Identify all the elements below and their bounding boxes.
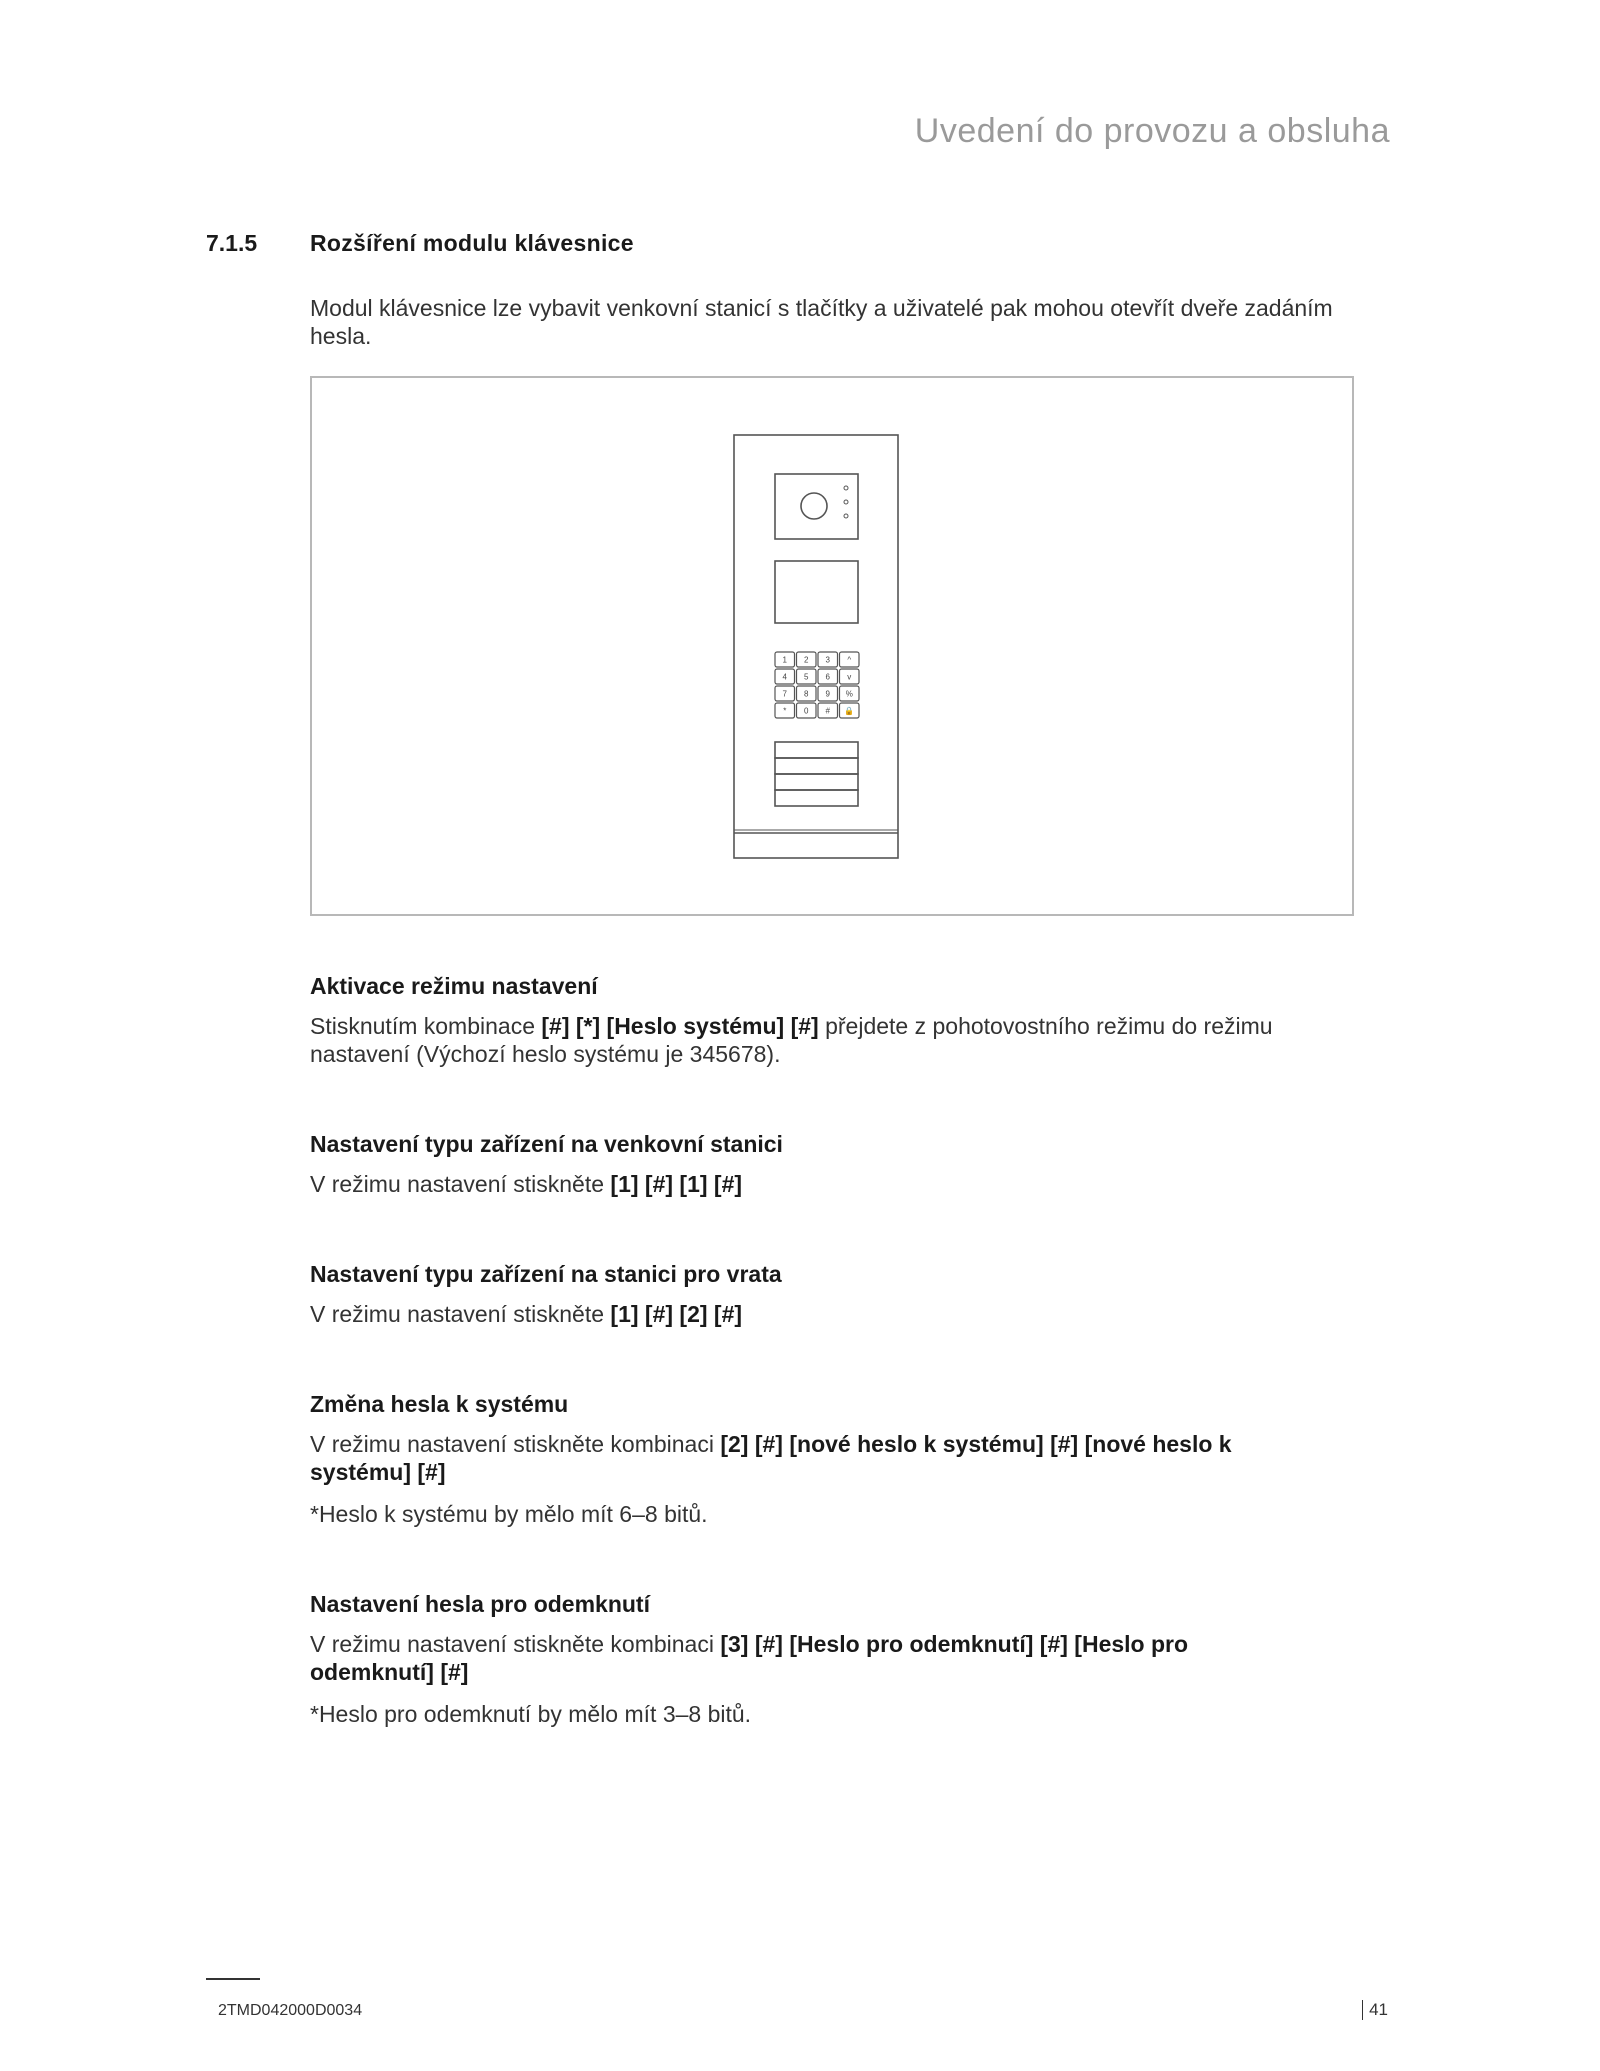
document-code: 2TMD042000D0034: [218, 2002, 363, 2019]
footer-rule: [206, 1978, 260, 1980]
page-number: 41: [1362, 2000, 1388, 2020]
text-part: Stisknutím kombinace: [310, 1013, 542, 1039]
keypad-key-label: %: [845, 689, 853, 699]
keypad-key-label: 5: [804, 672, 809, 682]
block-activation: [310, 972, 1370, 1068]
running-header: Uvedení do provozu a obsluha: [914, 112, 1390, 150]
text-part: přejdete z pohotovostního režimu do režimu nastavení (Výchozí heslo systému je 345678).: [310, 1013, 1273, 1067]
key-combo: [#] [*] [Heslo systému] [#]: [541, 1013, 819, 1039]
keypad-key-label: v: [847, 672, 852, 682]
button-1: [775, 742, 858, 758]
text-part: V režimu nastavení stiskněte kombinaci: [310, 1631, 721, 1657]
keypad-grid: [775, 652, 859, 718]
text-part: V režimu nastavení stiskněte kombinaci: [310, 1431, 721, 1457]
note-system-password: *Heslo k systému by mělo mít 6–8 bitů.: [310, 1501, 708, 1527]
camera-lens: [801, 493, 827, 519]
keypad-key-label: 0: [804, 706, 809, 716]
text-part: V režimu nastavení stiskněte: [310, 1171, 611, 1197]
button-3: [775, 774, 858, 790]
block-outdoor-type: [310, 1130, 1370, 1198]
keypad-key-label: 🔒: [844, 706, 855, 716]
content-body: [310, 972, 1370, 1728]
text-part: V režimu nastavení stiskněte: [310, 1301, 611, 1327]
section-intro: Modul klávesnice lze vybavit venkovní stanicí s tlačítky a uživatelé pak mohou otevřít dveře zadáním hesla.: [310, 295, 1333, 349]
keypad-key-label: 2: [804, 655, 809, 665]
text-system-password: [310, 1430, 1270, 1486]
keypad-key-label: #: [825, 706, 830, 716]
keypad-key-label: 1: [782, 655, 787, 665]
heading-system-password: Změna hesla k systému: [310, 1391, 569, 1417]
key-combo: [1] [#] [2] [#]: [610, 1301, 743, 1327]
display-window: [775, 561, 858, 623]
heading-unlock-password: Nastavení hesla pro odemknutí: [310, 1591, 650, 1617]
button-2: [775, 758, 858, 774]
keypad-key-label: 7: [782, 689, 787, 699]
keypad-key-label: ^: [847, 655, 852, 665]
keypad-key-label: 3: [825, 655, 830, 665]
section-title: Rozšíření modulu klávesnice: [310, 230, 634, 256]
camera-module: [775, 474, 858, 539]
key-combo: [3] [#] [Heslo pro odemknutí] [#] [Heslo pro odemknutí] [#]: [310, 1631, 1189, 1685]
heading-gate-type: Nastavení typu zařízení na stanici pro vrata: [310, 1261, 782, 1287]
block-gate-type: [310, 1260, 1370, 1328]
text-outdoor-type: [310, 1170, 1370, 1198]
heading-outdoor-type: Nastavení typu zařízení na venkovní stanici: [310, 1131, 783, 1157]
text-unlock-password: [310, 1630, 1270, 1686]
block-unlock-password: [310, 1590, 1370, 1728]
outdoor-station-figure: [310, 376, 1354, 916]
keypad-key-label: 9: [825, 689, 830, 699]
keypad-key-label: 4: [782, 672, 787, 682]
panel-frame: [734, 435, 898, 858]
text-gate-type: [310, 1300, 1370, 1328]
text-activation: [310, 1012, 1370, 1068]
button-4: [775, 790, 858, 806]
keypad-key-label: 8: [804, 689, 809, 699]
keypad-key-label: 6: [825, 672, 830, 682]
keypad-key-label: *: [783, 706, 787, 716]
heading-activation: Aktivace režimu nastavení: [310, 973, 598, 999]
block-system-password: [310, 1390, 1370, 1528]
section-number: 7.1.5: [206, 230, 258, 256]
note-unlock-password: *Heslo pro odemknutí by mělo mít 3–8 bitů.: [310, 1701, 752, 1727]
outdoor-station-drawing: [312, 378, 1352, 914]
key-combo: [1] [#] [1] [#]: [610, 1171, 743, 1197]
key-combo: [2] [#] [nové heslo k systému] [#] [nové heslo k systému] [#]: [310, 1431, 1232, 1485]
